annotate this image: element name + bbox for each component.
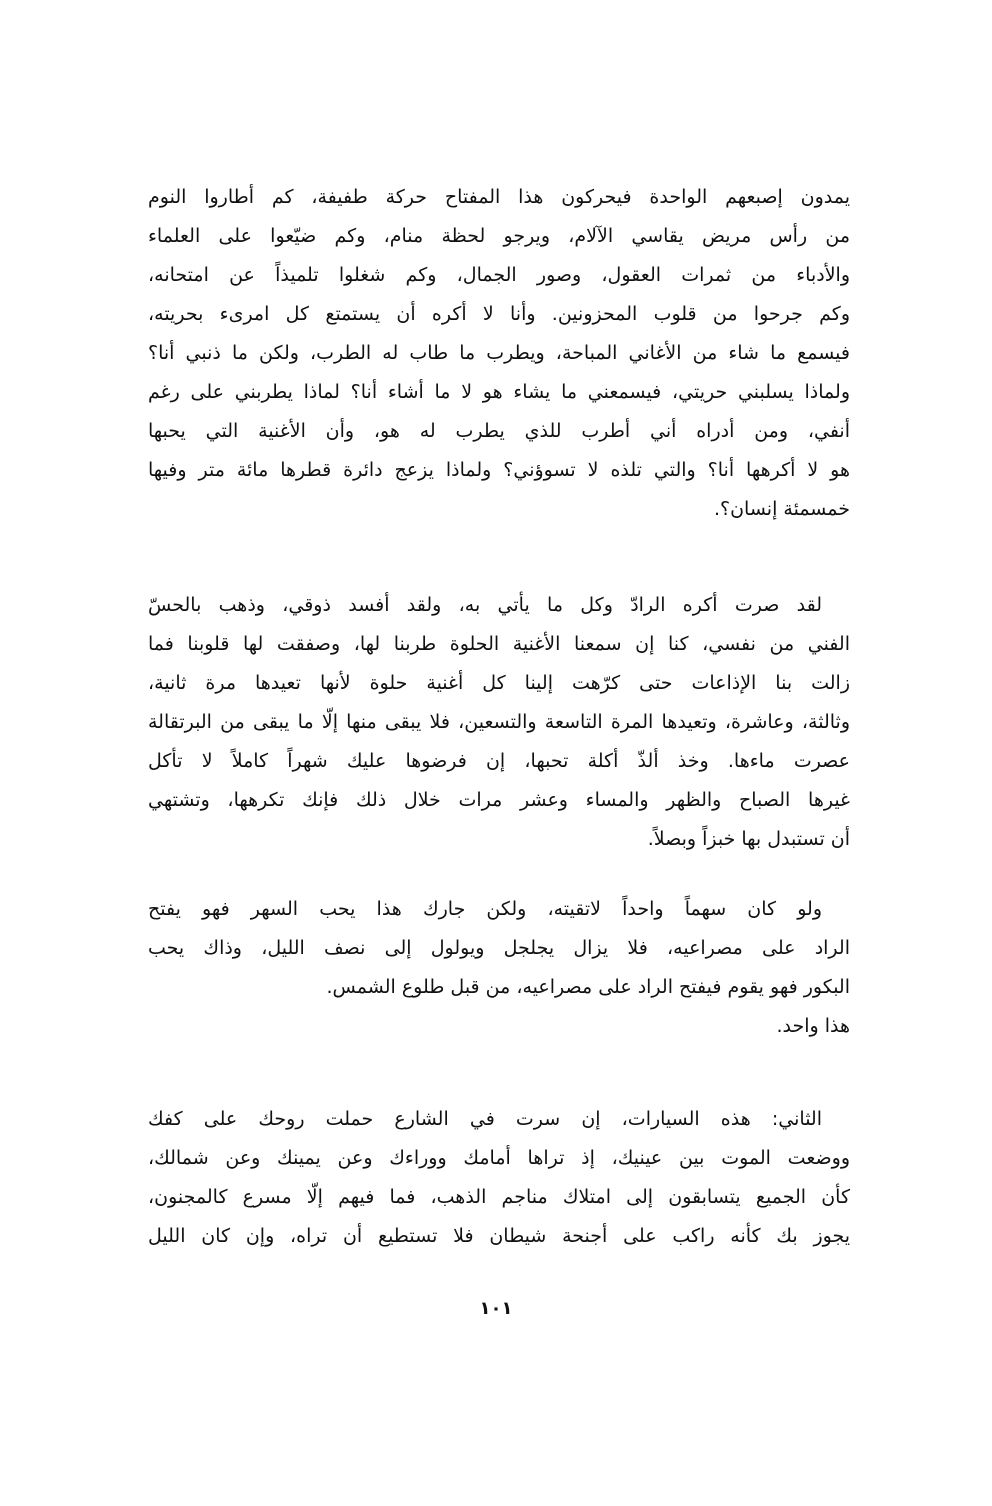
text-line: الراد على مصراعيه، فلا يزال يجلجل ويولول إلى نصف الليل، وذاك يحب	[148, 937, 850, 959]
text-line: ولماذا يسلبني حريتي، فيسمعني ما يشاء هو لا ما أشاء أنا؟ لماذا يطربني على رغم	[148, 381, 850, 403]
text-line: والأدباء من ثمرات العقول، وصور الجمال، وكم شغلوا تلميذاً عن امتحانه،	[148, 264, 850, 286]
text-line: ووضعت الموت بين عينيك، إذ تراها أمامك ووراءك وعن يمينك وعن شمالك،	[148, 1147, 850, 1169]
text-line: الفني من نفسي، كنا إن سمعنا الأغنية الحلوة طربنا لها، وصفقت لها قلوبنا فما	[148, 633, 850, 655]
text-line: يمدون إصبعهم الواحدة فيحركون هذا المفتاح حركة طفيفة، كم أطاروا النوم	[148, 186, 850, 208]
text-line: زالت بنا الإذاعات حتى كرّهت إلينا كل أغنية حلوة لأنها تعيدها مرة ثانية،	[148, 672, 850, 694]
text-line: كأن الجميع يتسابقون إلى امتلاك مناجم الذهب، فما فيهم إلّا مسرع كالمجنون،	[148, 1186, 850, 1208]
text-line: وثالثة، وعاشرة، وتعيدها المرة التاسعة والتسعين، فلا يبقى منها إلّا ما يبقى من البرتقالة	[148, 711, 850, 733]
paragraph-1	[148, 178, 850, 529]
text-line: البكور فهو يقوم فيفتح الراد على مصراعيه، من قبل طلوع الشمس.	[326, 976, 850, 998]
text-line: الثاني: هذه السيارات، إن سرت في الشارع حملت روحك على كفك	[148, 1108, 822, 1130]
text-line: عصرت ماءها. وخذ ألذّ أكلة تحبها، إن فرضوها عليك شهراً كاملاً لا تأكل	[148, 750, 850, 772]
paragraph-3	[148, 890, 850, 1046]
text-line: أن تستبدل بها خبزاً وبصلاً.	[647, 828, 850, 850]
text-line: لقد صرت أكره الرادّ وكل ما يأتي به، ولقد أفسد ذوقي، وذهب بالحسّ	[148, 594, 822, 616]
text-line: يجوز بك كأنه راكب على أجنحة شيطان فلا تستطيع أن تراه، وإن كان الليل	[148, 1225, 850, 1247]
text-line: خمسمئة إنسان؟.	[713, 498, 850, 520]
text-line: فيسمع ما شاء من الأغاني المباحة، ويطرب ما طاب له الطرب، ولكن ما ذنبي أنا؟	[148, 342, 850, 364]
text-line: غيرها الصباح والظهر والمساء وعشر مرات خلال ذلك فإنك تكرهها، وتشتهي	[148, 789, 850, 811]
text-line: أنفي، ومن أدراه أني أطرب للذي يطرب له هو، وأن الأغنية التي يحبها	[148, 420, 850, 442]
text-line: هو لا أكرهها أنا؟ والتي تلذه لا تسوؤني؟ ولماذا يزعج دائرة قطرها مائة متر وفيها	[148, 459, 850, 481]
text-line: هذا واحد.	[776, 1015, 850, 1037]
page-number: ١٠١	[479, 1298, 513, 1319]
text-line: ولو كان سهماً واحداً لاتقيته، ولكن جارك هذا يحب السهر فهو يفتح	[148, 898, 822, 920]
text-line: من رأس مريض يقاسي الآلام، ويرجو لحظة منام، وكم ضيّعوا على العلماء	[148, 225, 850, 247]
paragraph-2	[148, 586, 850, 859]
paragraph-4	[148, 1100, 850, 1256]
text-line: وكم جرحوا من قلوب المحزونين. وأنا لا أكره أن يستمتع كل امرىء بحريته،	[148, 303, 850, 325]
